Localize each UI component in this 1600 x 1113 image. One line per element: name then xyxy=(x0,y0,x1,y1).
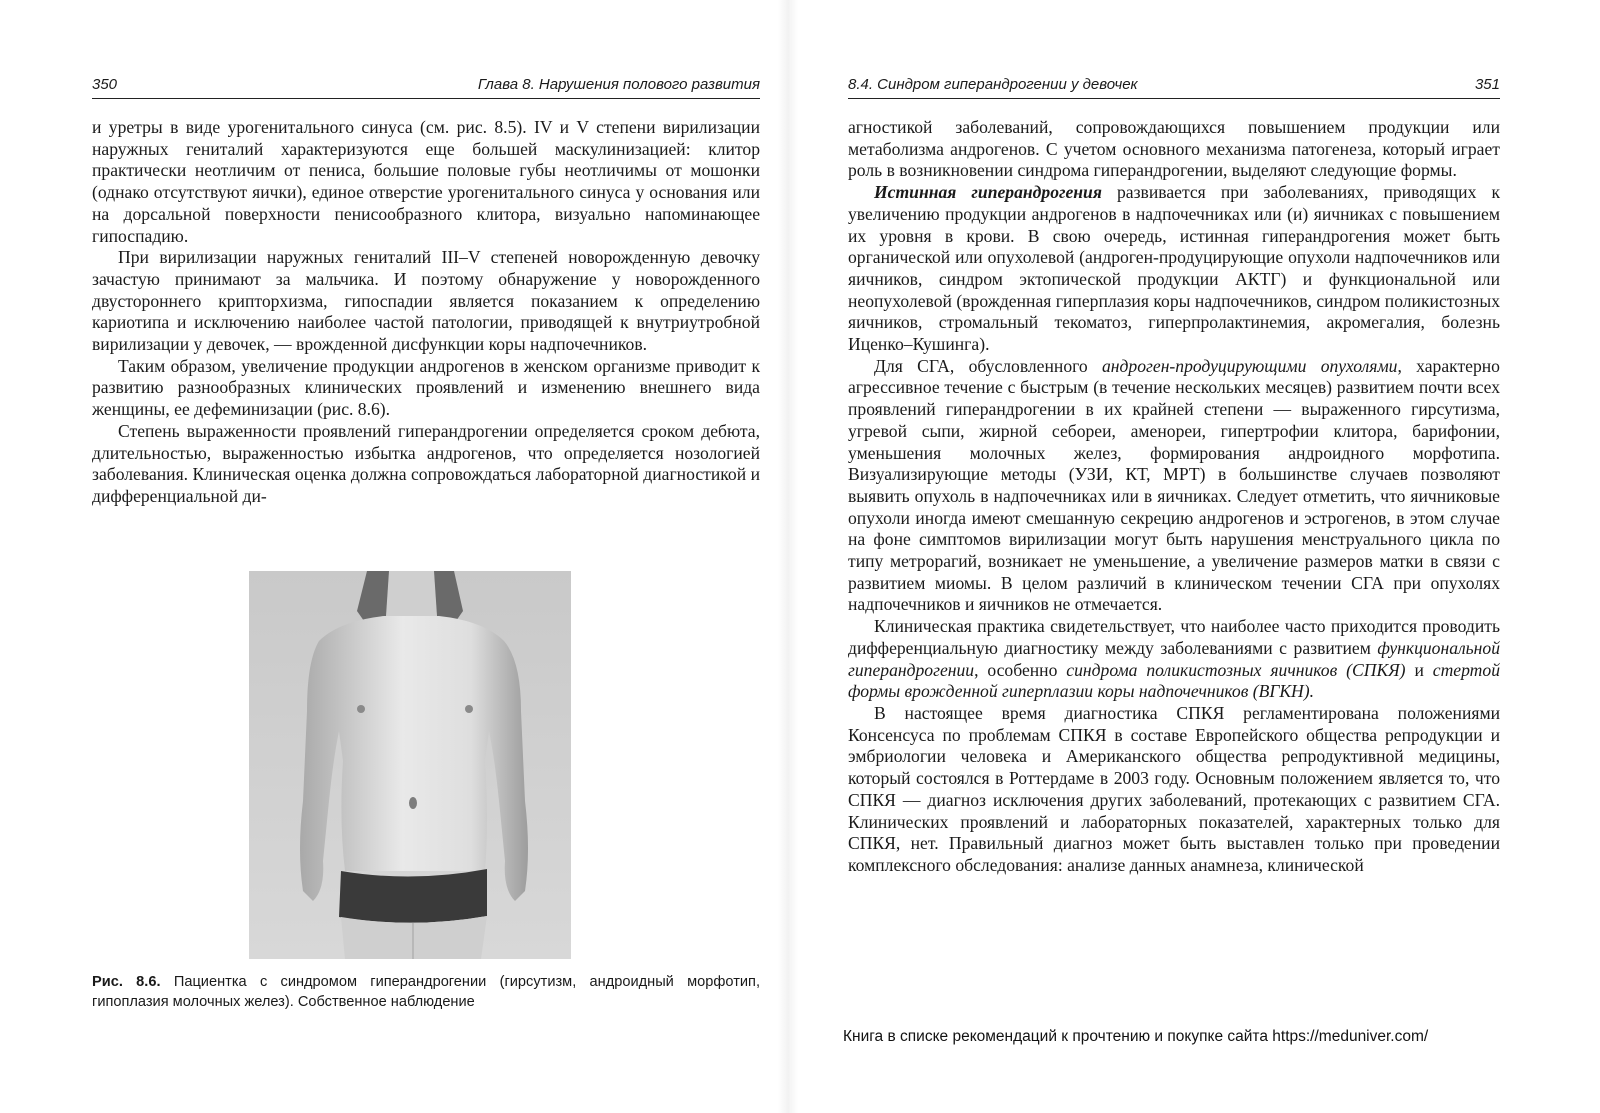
right-paragraph-1: агностикой заболеваний, сопровождающихся повышением продукции или метаболизма андрогенов. С учетом основного механизма патогенеза, который играет роль в возникновении синдрома гиперандрогении, выделяют следующие формы. xyxy=(848,117,1500,181)
right-paragraph-5: В настоящее время диагностика СПКЯ регламентирована положениями Консенсуса по проблемам СПКЯ в составе Европейского общества репродукции и эмбриологии человека и Американского общества репродуктивной медицины, который состоялся в Роттердаме в 2003 году. Основным положением является то, что СПКЯ — диагноз исключения других заболеваний, протекающих с развитием СГА. Клинических проявлений и лабораторных показателей, характерных только для СПКЯ, нет. Правильный диагноз может быть выставлен только при проведении комплексного обследования: анализе данных анамнеза, клинической xyxy=(848,702,1500,875)
term-pcos: синдрома поликистозных яичников (СПКЯ) xyxy=(1066,659,1406,680)
right-running-title: 8.4. Синдром гиперандрогении у девочек xyxy=(848,76,1138,93)
figure-caption xyxy=(92,972,760,1012)
left-paragraph-3: Таким образом, увеличение продукции андрогенов в женском организме приводит к развитию разнообразных клинических проявлений и изменению внешнего вида женщины, ее дефеминизации (рис. 8.6). xyxy=(92,355,760,420)
page-gutter xyxy=(778,0,798,1113)
right-paragraph-4-c: и xyxy=(1405,659,1433,680)
right-paragraph-2 xyxy=(848,182,1500,356)
right-paragraph-3 xyxy=(848,356,1500,616)
patient-photo xyxy=(249,571,571,959)
left-paragraph-4: Степень выраженности проявлений гиперандрогении определяется сроком дебюта, длительностью, выраженностью избытка андрогенов, что определяется нозологией заболевания. Клиническая оценка должна сопровождаться лабораторной диагностикой и дифференциальной ди- xyxy=(92,420,760,506)
term-true-hyperandrogenism: Истинная гиперандрогения xyxy=(874,182,1102,203)
figure-caption-text: Пациентка с синдромом гиперандрогении (гирсутизм, андроидный морфотип, гипоплазия молочных желез). Собственное наблюдение xyxy=(92,974,760,1010)
left-page-number: 350 xyxy=(92,76,118,93)
right-body-text xyxy=(848,117,1500,877)
figure-caption-label: Рис. 8.6. xyxy=(92,974,161,990)
left-paragraph-2: При вирилизации наружных гениталий III–V степеней новорожденную девочку зачастую принимают за мальчика. И поэтому обнаружение у новорожденного двустороннего крипторхизма, гипоспадии является показанием к определению кариотипа и исключению наиболее частой патологии, приводящей к внутриутробной вирилизации у девочек, — врожденной дисфункции коры надпочечников. xyxy=(92,247,760,355)
term-nonclassic-cah: стертой формы врожденной гиперплазии коры надпочечников (ВГКН). xyxy=(848,659,1500,702)
right-paragraph-4-b: , особенно xyxy=(974,659,1067,680)
right-paragraph-2-text: развивается при заболеваниях, приводящих к увеличению продукции андрогенов в надпочечниках или (и) яичниках с повышением их уровня в крови. В свою очередь, истинная гиперандрогения может быть органической или опухолевой (андроген-продуцирующие опухоли надпочечников или яичников, синдром эктопической продукции АКТГ) и функциональной или неопухолевой (врожденная гиперплазия коры надпочечников, синдром поликистозных яичников, стромальный текоматоз, гиперпролактинемия, акромегалия, болезнь Иценко–Кушинга). xyxy=(848,182,1501,355)
left-page xyxy=(92,0,760,1040)
left-running-head xyxy=(92,74,760,99)
term-androgen-tumors: андроген-продуцирующими опухолями xyxy=(1102,355,1398,376)
right-paragraph-3-a: Для СГА, обусловленного xyxy=(874,355,1102,376)
term-functional-hyperandrogenism: функциональной гиперандрогении xyxy=(848,637,1500,680)
right-paragraph-4-a: Клиническая практика свидетельствует, что наиболее часто приходится проводить дифференциальную диагностику между заболеваниями с развитием xyxy=(848,616,1500,658)
right-running-head xyxy=(848,74,1500,99)
left-running-title: Глава 8. Нарушения полового развития xyxy=(477,76,760,93)
right-paragraph-4 xyxy=(848,616,1500,703)
left-paragraph-1: и уретры в виде урогенитального синуса (см. рис. 8.5). IV и V степени вирилизации наружных гениталий характеризуются еще большей маскулинизацией: клитор практически неотличим от пениса, большие половые губы неотличимы от мошонки (однако отсутствуют яички), единое отверстие урогенитального синуса у основания или на дорсальной поверхности пенисообразного клитора, визуально напоминающее гипоспадию. xyxy=(92,117,760,246)
right-paragraph-3-b: , характерно агрессивное течение с быстрым (в течение нескольких месяцев) развитием почти всех проявлений гиперандрогении в их крайней степени — выраженного гирсутизма, угревой сыпи, жирной себореи, аменореи, гипертрофии клитора, барифонии, уменьшения молочных желез, формирования андроидного морфотипа. Визуализирующие методы (УЗИ, КТ, МРТ) в большинстве случаев позволяют выявить опухоль в надпочечниках или в яичниках. Следует отметить, что яичниковые опухоли иногда имеют смешанную секрецию андрогенов и эстрогенов, в этом случае на фоне симптомов вирилизации могут быть нарушения менструального цикла по типу метрорагий, возникает не уменьшение, а увеличение размеров матки в связи с развитием миомы. В целом различий в клиническом течении СГА при опухолях надпочечников и яичников не отмечается. xyxy=(848,355,1500,615)
patient-photo-illustration xyxy=(249,571,571,959)
right-page xyxy=(848,0,1500,1040)
left-body-text xyxy=(92,117,760,508)
site-recommendation-note: Книга в списке рекомендаций к прочтению и покупке сайта https://meduniver.com/ xyxy=(843,1028,1429,1045)
right-page-number: 351 xyxy=(1474,76,1500,93)
